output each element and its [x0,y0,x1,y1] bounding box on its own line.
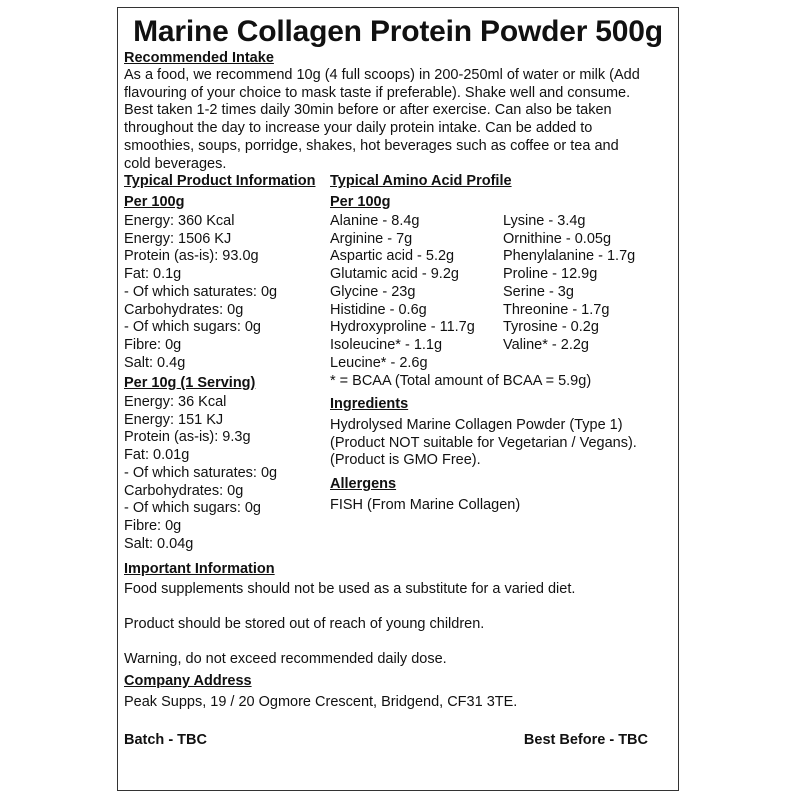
ingredients-line: Hydrolysed Marine Collagen Powder (Type 1) [330,417,623,433]
nutrition-item: Energy: 360 Kcal [124,213,235,229]
amino-item: Lysine - 3.4g [503,213,586,229]
nutrition-item: Carbohydrates: 0g [124,482,244,499]
important-info-heading: Important Information [124,561,275,577]
nutrition-item: Salt: 0.04g [124,535,194,552]
batch-number: Batch - TBC [124,732,207,748]
nutrition-item: - Of which saturates: 0g [124,283,278,300]
amino-item: Glycine - 23g [330,283,416,300]
nutrition-item: Salt: 0.4g [124,354,186,371]
amino-row [330,302,635,320]
amino-item: Proline - 12.9g [503,266,598,283]
amino-item: Alanine - 8.4g [330,213,420,229]
amino-item: Hydroxyproline - 11.7g [330,319,475,336]
recommended-intake-heading: Recommended Intake [124,50,274,66]
nutrition-item: - Of which sugars: 0g [124,319,261,336]
amino-item: Glutamic acid - 9.2g [330,266,459,283]
per-serving-list [124,394,277,553]
nutrition-item: - Of which saturates: 0g [124,464,278,481]
nutrition-item: Energy: 36 Kcal [124,394,227,410]
nutrition-item: - Of which sugars: 0g [124,500,261,517]
intake-line: cold beverages. [124,155,227,172]
amino-row [330,355,635,373]
amino-row [330,337,635,355]
amino-per-100g-heading: Per 100g [330,194,391,210]
amino-item: Leucine* - 2.6g [330,354,428,371]
recommended-intake-text [124,67,669,173]
bcaa-footnote: * = BCAA (Total amount of BCAA = 5.9g) [330,373,592,390]
label-footer [124,732,648,748]
amino-row [330,284,635,302]
amino-profile-heading: Typical Amino Acid Profile [330,173,512,189]
company-address-heading: Company Address [124,673,252,689]
nutrition-item: Energy: 1506 KJ [124,230,232,247]
best-before-date: Best Before - TBC [523,732,648,748]
ingredients-text [330,417,637,470]
per-100g-heading: Per 100g [124,194,185,210]
important-info-line: Warning, do not exceed recommended daily dose. [124,651,447,667]
nutrition-item: Protein (as-is): 93.0g [124,248,259,265]
amino-item: Phenylalanine - 1.7g [503,248,636,265]
nutrition-item: Protein (as-is): 9.3g [124,429,251,446]
amino-table [330,213,635,391]
amino-item: Arginine - 7g [330,230,413,247]
per-100g-list [124,213,277,372]
amino-row [330,266,635,284]
nutrition-item: Fibre: 0g [124,517,182,534]
amino-item: Histidine - 0.6g [330,301,427,318]
product-title: Marine Collagen Protein Powder 500g [133,15,663,48]
per-serving-heading: Per 10g (1 Serving) [124,375,256,391]
intake-line: Best taken 1-2 times daily 30min before or after exercise. Can also be taken [124,102,612,119]
allergens-text: FISH (From Marine Collagen) [330,497,521,513]
intake-line: flavouring of your choice to mask taste if preferable). Shake well and consume. [124,84,631,101]
amino-item: Valine* - 2.2g [503,336,589,353]
product-info-heading: Typical Product Information [124,173,316,189]
amino-row [330,231,635,249]
nutrition-item: Fat: 0.01g [124,447,190,464]
company-address-text: Peak Supps, 19 / 20 Ogmore Crescent, Bridgend, CF31 3TE. [124,694,518,710]
ingredients-heading: Ingredients [330,396,409,412]
important-info-line: Food supplements should not be used as a substitute for a varied diet. [124,581,576,597]
intake-line: As a food, we recommend 10g (4 full scoops) in 200-250ml of water or milk (Add [124,67,640,83]
product-label [117,7,679,791]
nutrition-item: Fibre: 0g [124,336,182,353]
ingredients-line: (Product is GMO Free). [330,452,481,469]
amino-row [330,319,635,337]
amino-row [330,213,635,231]
intake-line: throughout the day to increase your daily protein intake. Can be added to [124,120,593,137]
amino-item: Isoleucine* - 1.1g [330,336,443,353]
allergens-heading: Allergens [330,476,397,492]
amino-item: Serine - 3g [503,283,574,300]
amino-item: Aspartic acid - 5.2g [330,248,455,265]
nutrition-item: Carbohydrates: 0g [124,301,244,318]
important-info-line: Product should be stored out of reach of young children. [124,616,485,632]
amino-row [330,248,635,266]
ingredients-line: (Product NOT suitable for Vegetarian / Vegans). [330,434,637,451]
amino-item: Ornithine - 0.05g [503,230,612,247]
amino-item: Tyrosine - 0.2g [503,319,599,336]
intake-line: smoothies, soups, porridge, shakes, hot beverages such as coffee or tea and [124,137,619,154]
nutrition-item: Energy: 151 KJ [124,411,224,428]
nutrition-item: Fat: 0.1g [124,266,182,283]
amino-item: Threonine - 1.7g [503,301,610,318]
